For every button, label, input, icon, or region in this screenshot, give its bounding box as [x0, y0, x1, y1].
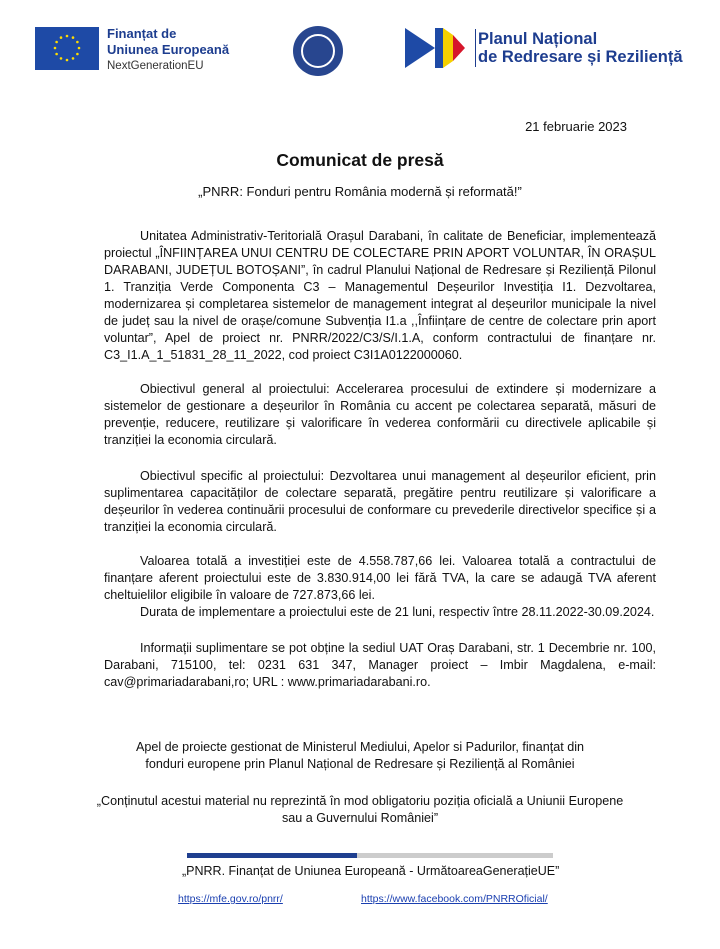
- paragraph-text: Valoarea totală a investiției este de 4.558.787,66 lei. Valoarea totală a contractului de finanțare aferent proiectului este de 3.830.914,00 lei fără TVA, la care se adaugă TVA aferent cheltuielilor eligibile în valoare de 727.873,66 lei.: [104, 554, 656, 602]
- pnrr-logo-text: [478, 30, 683, 66]
- body-paragraph-6: [104, 640, 656, 691]
- pnrr-arrows-icon: [405, 28, 473, 68]
- eu-logo-line3: NextGenerationEU: [107, 60, 204, 72]
- eu-flag-icon: [35, 27, 99, 70]
- disclaimer-line-1: „Conținutul acestui material nu reprezintă în mod obligatoriu poziția oficială a Uniunii Europene: [96, 794, 624, 808]
- header-logos: [0, 0, 720, 100]
- eu-logo-line1: Finanțat de: [107, 26, 177, 41]
- footer-bar: [187, 853, 553, 858]
- body-paragraph-4: [104, 553, 656, 604]
- romanian-government-seal-icon: [293, 26, 343, 76]
- paragraph-text: Durata de implementare a proiectului este de 21 luni, respectiv între 28.11.2022-30.09.2024.: [140, 605, 655, 619]
- pnrr-logo-line2: de Redresare și Reziliență: [478, 48, 683, 66]
- call-line-1: Apel de proiecte gestionat de Ministerul Mediului, Apelor si Padurilor, finanțat din: [135, 740, 585, 754]
- page-subtitle: „PNRR: Fonduri pentru România modernă și reformată!”: [198, 184, 522, 199]
- facebook-pnrr-link[interactable]: https://www.facebook.com/PNRROficial/: [361, 893, 548, 905]
- paragraph-text: Informații suplimentare se pot obține la sediul UAT Oraș Darabani, str. 1 Decembrie nr. 100, Darabani, 715100, tel: 0231 631 347, Manager proiect – Imbir Magdalena, e-mail: cav@primariadarabani,ro; URL : www.primariadarabani.ro.: [104, 641, 656, 689]
- paragraph-text: Unitatea Administrativ-Teritorială Orașul Darabani, în calitate de Beneficiar, implementează proiectul „ÎNFIINȚAREA UNUI CENTRU DE COLECTARE PRIN APORT VOLUNTAR, ÎN ORAȘUL DARABANI, JUDEȚUL BOTOȘANI”, în cadrul Planului Național de Redresare și Reziliență Pilonul 1. Tranziția Verde Componenta C3 – Managementul Deșeurilor Investiția I1. Dezvoltarea, modernizarea și completarea sistemelor de management integrat al deșeurilor municipale la nivel de județ sau la nivel de orașe/comune Subvenția I1.a ,,Înființare de centre de colectare prin aport voluntar”, Apel de proiect nr. PNRR/2022/C3/S/I.1.A, conform contractului de finanțare nr. C3_I1.A_1_51831_28_11_2022, cod proiect C3I1A0122000060.: [104, 229, 656, 362]
- body-paragraph-1: [104, 228, 656, 364]
- disclaimer: [0, 793, 720, 827]
- pnrr-logo-divider: [475, 29, 476, 67]
- paragraph-text: Obiectivul general al proiectului: Accelerarea procesului de extindere și modernizare a sistemelor de gestionare a deșeurilor în România cu accent pe colectarea separată, măsuri de prevenție, reducere, reutilizare și valorificare în vederea conformării cu directivele aplicabile și tranziției la economia circulară.: [104, 382, 656, 447]
- document-date: 21 februarie 2023: [525, 119, 627, 134]
- body-paragraph-2: [104, 381, 656, 449]
- body-paragraph-5: [104, 604, 656, 621]
- eu-funding-logo-text: [107, 26, 229, 74]
- pnrr-logo-line1: Planul Național: [478, 30, 598, 48]
- call-statement: [0, 739, 720, 773]
- page-title: Comunicat de presă: [276, 150, 444, 170]
- body-paragraph-3: [104, 468, 656, 536]
- paragraph-text: Obiectivul specific al proiectului: Dezvoltarea unui management al deșeurilor eficient, prin suplimentarea capacităților de colectare separată, pregătire pentru reutilizare și valorificare a deșeurilor în vederea continuării procesului de conformare cu prevederile directivelor specifice și a tranziției la economia circulară.: [104, 469, 656, 534]
- disclaimer-line-2: sau a Guvernului României”: [281, 811, 439, 825]
- footer-slogan: „PNRR. Finanțat de Uniunea Europeană - UrmătoareaGenerațieUE”: [182, 864, 560, 878]
- mfe-pnrr-link[interactable]: https://mfe.gov.ro/pnrr/: [178, 893, 283, 905]
- call-line-2: fonduri europene prin Planul Național de Redresare și Reziliență al României: [145, 757, 575, 771]
- eu-logo-line2: Uniunea Europeană: [107, 42, 230, 57]
